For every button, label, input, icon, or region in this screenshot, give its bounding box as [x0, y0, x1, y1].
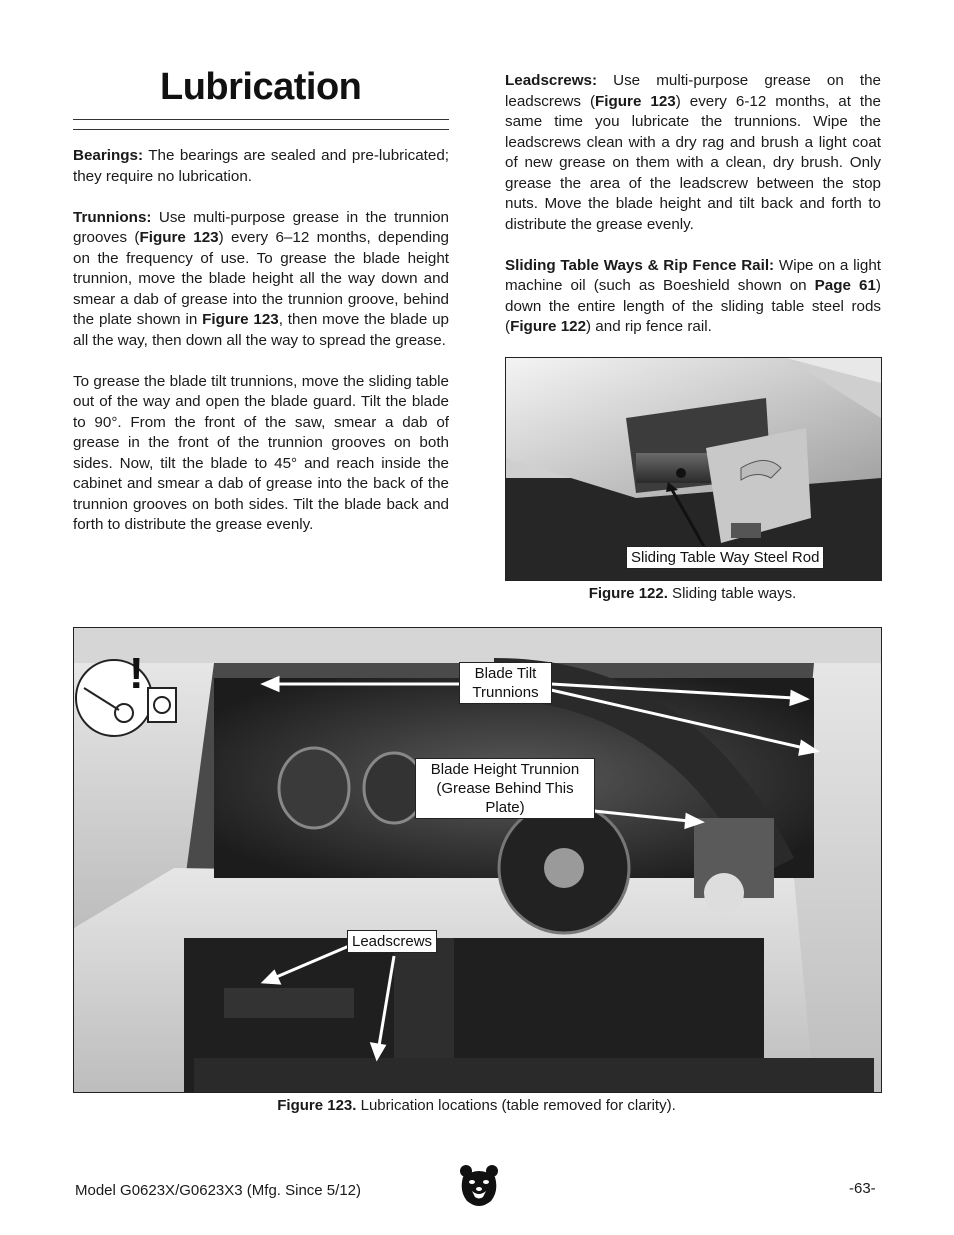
- figure-ref: Figure 123: [139, 229, 219, 246]
- caption-text: Sliding table ways.: [667, 585, 797, 602]
- figure-122-caption: [505, 585, 880, 602]
- title-rule-bottom: [73, 129, 449, 130]
- sliding-text-2: ) down the entire length of the sliding table steel rods (: [505, 277, 881, 335]
- trunnions-text-2: ) every 6–12 months, depending on the frequency of use. To grease the blade height trunnion, move the blade height all the way down and smear a dab of grease into the trunnion groove, behind the plate shown in: [73, 229, 450, 328]
- footer-model: Model G0623X/G0623X3 (Mfg. Since 5/12): [75, 1182, 361, 1199]
- page-title: Lubrication: [160, 66, 362, 108]
- caption-text: Lubrication locations (table removed for clarity).: [356, 1097, 676, 1114]
- callout-line: Blade Height Trunnion: [430, 761, 580, 778]
- title-rule-top: [73, 119, 449, 120]
- bearings-paragraph: [73, 146, 449, 187]
- right-column: [505, 71, 881, 358]
- trunnions-heading: Trunnions:: [73, 208, 152, 226]
- caption-label: Figure 122.: [588, 585, 668, 602]
- trunnions-paragraph: [73, 208, 449, 352]
- sliding-text-1: Wipe on a light machine oil (such as Boeshield shown on: [505, 256, 881, 294]
- leadscrews-heading: Leadscrews:: [505, 72, 598, 89]
- callout-blade-tilt: [459, 662, 552, 704]
- page-ref: Page 61: [814, 277, 876, 294]
- sliding-heading: Sliding Table Ways & Rip Fence Rail:: [505, 256, 775, 274]
- warning-symbol: !: [129, 649, 144, 698]
- figure-123-caption: [73, 1097, 880, 1114]
- figure-ref: Figure 123: [202, 311, 279, 328]
- callout-steel-rod: Sliding Table Way Steel Rod: [626, 546, 824, 569]
- callout-line: Trunnions: [472, 684, 539, 701]
- caption-label: Figure 123.: [277, 1097, 357, 1114]
- callout-line: Blade Tilt: [474, 665, 537, 682]
- bear-logo-icon: [459, 1163, 499, 1207]
- leadscrews-paragraph: [505, 71, 881, 235]
- trunnions-text-1: Use multi-purpose grease in the trunnion grooves (: [73, 208, 449, 246]
- figure-ref: Figure 123: [595, 92, 676, 110]
- callout-line: Plate): [485, 799, 525, 816]
- bearings-heading: Bearings:: [73, 147, 144, 164]
- trunnions-text-3: , then move the blade up all the way, then down all the way to spread the grease.: [73, 311, 449, 349]
- callout-blade-height: [415, 758, 595, 819]
- callout-leadscrews: Leadscrews: [347, 930, 437, 953]
- leadscrews-text-1: Use multi-purpose grease on the leadscrews (: [505, 72, 881, 110]
- tilt-paragraph: To grease the blade tilt trunnions, move the sliding table out of the way and open the blade guard. Tilt the blade to 90°. From the front of the saw, smear a dab of grease in the front of the trunnion grooves on both sides. Now, tilt the blade to 45° and reach inside the cabinet and smear a dab of grease into the back of the trunnion grooves on both sides. Tilt the blade back and forth to distribute the grease evenly.: [73, 372, 449, 533]
- sliding-paragraph: [505, 256, 881, 338]
- left-column: [73, 146, 449, 556]
- bearings-text: The bearings are sealed and pre-lubricated; they require no lubrication.: [73, 147, 449, 185]
- leadscrews-text-2: ) every 6-12 months, at the same time you lubricate the trunnions. Wipe the leadscrews clean with a dry rag and brush a light coat of new grease on them with a clean, dry brush. Only grease the area of the leadscrew between the stop nuts. Move the blade height and tilt back and forth to distribute the grease evenly.: [505, 92, 882, 233]
- figure-ref: Figure 122: [510, 318, 587, 335]
- callout-line: (Grease Behind This: [436, 780, 574, 797]
- page-number: -63-: [849, 1180, 876, 1197]
- sliding-text-3: ) and rip fence rail.: [586, 318, 712, 335]
